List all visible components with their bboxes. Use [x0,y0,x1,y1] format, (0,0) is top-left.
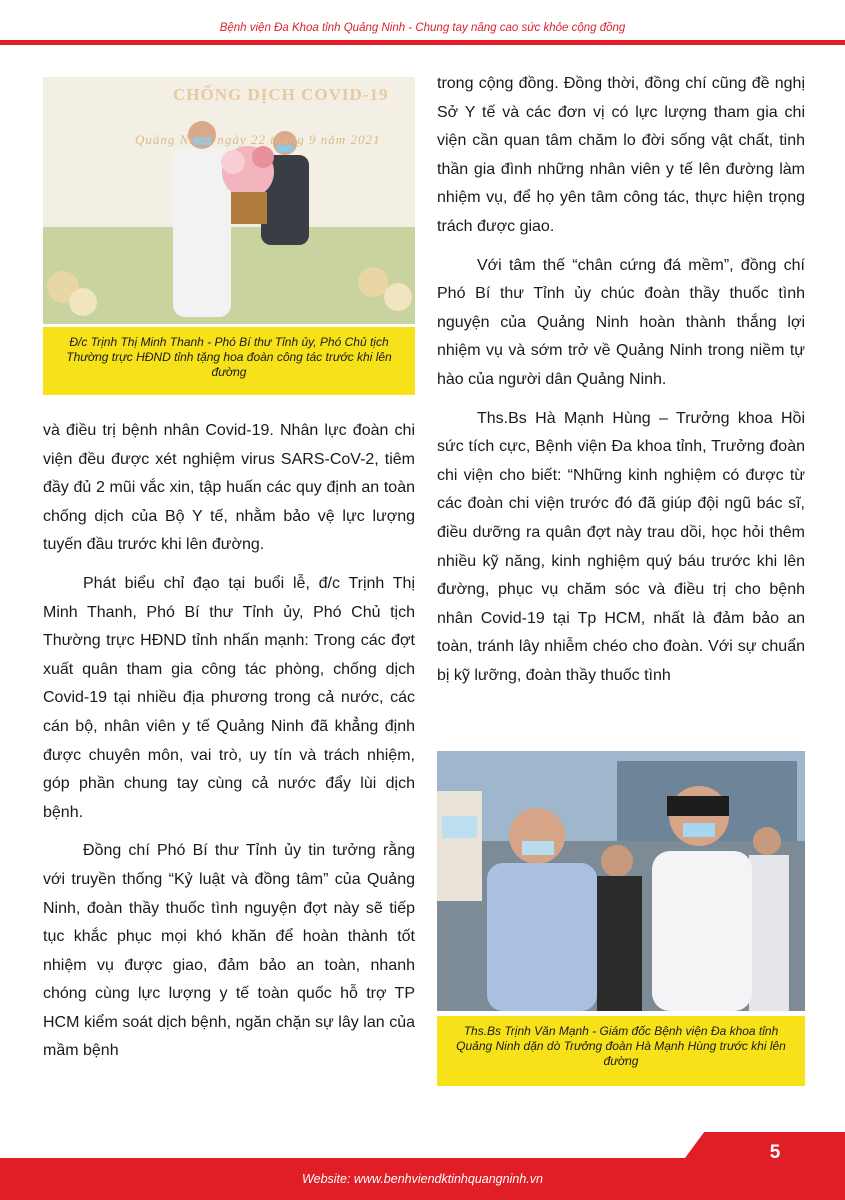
paragraph: trong cộng đồng. Đồng thời, đồng chí cũng đề nghị Sở Y tế và các đơn vị có lực lượng tham gia chi viện cần quan tâm chăm lo đời sống vật chất, tinh thần gia đình những nhân viên y tế lên đường làm nhiệm vụ, để họ yên tâm công tác, thực hiện trọng trách được giao. [437,75,805,235]
paragraph: Đồng chí Phó Bí thư Tỉnh ủy tin tưởng rằng với truyền thống “Kỷ luật và đồng tâm” của Quảng Ninh, đoàn thầy thuốc tình nguyện đợt này sẽ tiếp tục khắc phục mọi khó khăn để hoàn thành tốt nhiệm vụ được giao, đảm bảo an toàn, nhanh chóng cùng lực lượng y tế toàn quốc hỗ trợ TP HCM kiểm soát dịch bệnh, ngăn chặn sự lây lan của mầm bệnh [43,842,415,1060]
photo-caption-2: Ths.Bs Trịnh Văn Mạnh - Giám đốc Bệnh viện Đa khoa tỉnh Quảng Ninh dặn dò Trưởng đoàn Hà Mạnh Hùng trước khi lên đường [437,1016,805,1086]
paragraph: và điều trị bệnh nhân Covid-19. Nhân lực đoàn chi viện đều được xét nghiệm virus SARS-CoV-2, tiêm đầy đủ 2 mũi vắc xin, tập huấn các quy định an toàn chống dịch của Bộ Y tế, nhằm bảo vệ lực lượng tuyến đầu trước khi lên đường. [43,422,415,554]
ceremony-photo-illustration [43,77,415,324]
page-number: 5 [769,1142,781,1163]
header-rule [0,40,845,45]
article-right-column [437,70,805,700]
paragraph: Với tâm thế “chân cứng đá mềm”, đồng chí Phó Bí thư Tỉnh ủy chúc đoàn thầy thuốc tình nguyện của Quảng Ninh hoàn thành thắng lợi nhiệm vụ và sớm trở về Quảng Ninh trong niềm tự hào của người dân Quảng Ninh. [437,256,805,388]
running-header: Bệnh viện Đa Khoa tỉnh Quảng Ninh - Chung tay nâng cao sức khỏe cộng đồng [219,22,626,34]
paragraph: Ths.Bs Hà Mạnh Hùng – Trưởng khoa Hồi sức tích cực, Bệnh viện Đa khoa tỉnh, Trưởng đoàn chi viện cho biết: “Những kinh nghiệm có được từ các đoàn chi viện trước đó đã giúp đội ngũ bác sĩ, điều dưỡng ra quân đợt này trau dồi, học hỏi thêm nhiều kỹ năng, kinh nghiệm quý báu trước khi lên đường, phục vụ chăm sóc và điều trị cho bệnh nhân Covid-19 tại Tp HCM, nhất là đảm bảo an toàn, tránh lây nhiễm chéo cho đoàn. Với sự chuẩn bị kỹ lưỡng, đoàn thầy thuốc tình [437,409,805,684]
article-left-column [43,417,415,1076]
ceremony-photo [43,77,415,324]
paragraph: Phát biểu chỉ đạo tại buổi lễ, đ/c Trịnh Thị Minh Thanh, Phó Bí thư Tỉnh ủy, Phó Chủ tịch Thường trực HĐND tỉnh nhấn mạnh: Trong các đợt xuất quân tham gia công tác phòng, chống dịch Covid-19 tại nhiều địa phương trong cả nước, các cán bộ, nhân viên y tế Quảng Ninh đã khẳng định được chuyên môn, vai trò, uy tín và trách nhiệm, góp phần chung tay cùng cả nước đẩy lùi dịch bệnh. [43,574,415,821]
banner-title: CHỐNG DỊCH COVID-19 [173,85,389,104]
farewell-photo [437,751,805,1011]
banner-date: Quảng Ninh, ngày 22 tháng 9 năm 2021 [135,132,381,147]
farewell-photo-illustration [437,751,805,1011]
photo-caption-1: Đ/c Trịnh Thị Minh Thanh - Phó Bí thư Tỉnh ủy, Phó Chủ tịch Thường trực HĐND tỉnh tặng hoa đoàn công tác trước khi lên đường [43,327,415,395]
footer-website: Website: www.benhviendktinhquangninh.vn [302,1172,543,1186]
